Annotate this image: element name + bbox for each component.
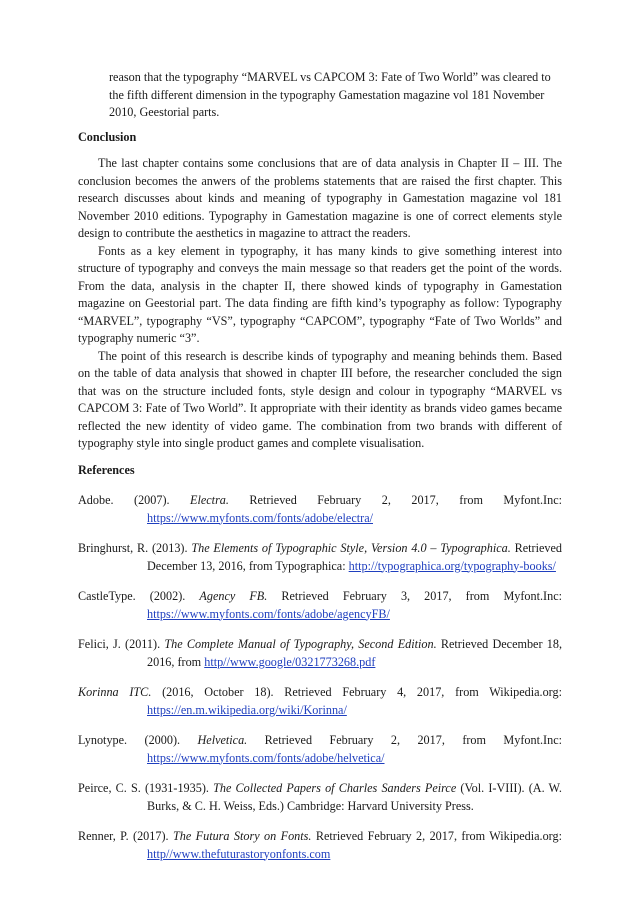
reference-link[interactable]: http://typographica.org/typography-books/ xyxy=(348,558,556,573)
reference-link[interactable]: https://www.myfonts.com/fonts/adobe/agencyFB/ xyxy=(147,606,390,621)
conclusion-paragraph-3: The point of this research is describe kinds of typography and meaning behinds them. Based on the table of data analysis that showed in chapter III before, the researcher concluded the sign that was on the structure included fonts, style design and colour in typography “MARVEL vs CAPCOM 3: Fate of Two World”. It appropriate with their identity as brands video games became reflected the new identity of video game. The combination from two brands with different of typography style into single product games and complete visualisation. xyxy=(78,348,562,450)
reference-entry: Felici, J. (2011). The Complete Manual of Typography, Second Edition. Retrieved December 18, 2016, from http//www.google/0321773268.pdf xyxy=(78,637,562,669)
intro-paragraph: reason that the typography “MARVEL vs CAPCOM 3: Fate of Two World” was cleared to the fifth different dimension in the typography Gamestation magazine vol 181 November 2010, Geestorial parts. xyxy=(109,70,551,119)
conclusion-paragraph-1: The last chapter contains some conclusions that are of data analysis in Chapter II – III. The conclusion becomes the anwers of the problems statements that are raised the first chapter. This research discusses about kinds and meaning of typography in Gamestation magazine vol 181 November 2010 editions. Typography in Gamestation magazine is one of correct elements style design to contribute the aesthetics in magazine to attract the readers. xyxy=(78,156,562,240)
reference-link[interactable]: http//www.google/0321773268.pdf xyxy=(204,654,376,669)
document-page xyxy=(78,69,562,863)
reference-link[interactable]: http//www.thefuturastoryonfonts.com xyxy=(147,846,331,861)
reference-entry: Adobe. (2007). Electra. Retrieved February 2, 2017, from Myfont.Inc: https://www.myfonts.com/fonts/adobe/electra/ xyxy=(78,493,562,525)
reference-link[interactable]: https://en.m.wikipedia.org/wiki/Korinna/ xyxy=(147,702,347,717)
reference-entry: Korinna ITC. (2016, October 18). Retrieved February 4, 2017, from Wikipedia.org: https://en.m.wikipedia.org/wiki/Korinna/ xyxy=(78,685,562,717)
references-heading: References xyxy=(78,462,135,477)
conclusion-heading: Conclusion xyxy=(78,129,137,144)
reference-entry: Bringhurst, R. (2013). The Elements of Typographic Style, Version 4.0 – Typographica. Retrieved December 13, 2016, from Typographica: http://typographica.org/typography-books/ xyxy=(78,541,562,573)
reference-link[interactable]: https://www.myfonts.com/fonts/adobe/helvetica/ xyxy=(147,750,385,765)
reference-entry: Peirce, C. S. (1931-1935). The Collected Papers of Charles Sanders Peirce (Vol. I-VIII). (A. W. Burks, & C. H. Weiss, Eds.) Cambridge: Harvard University Press. xyxy=(78,781,562,813)
reference-entry: Lynotype. (2000). Helvetica. Retrieved February 2, 2017, from Myfont.Inc: https://www.myfonts.com/fonts/adobe/helvetica/ xyxy=(78,733,562,765)
reference-entry: CastleType. (2002). Agency FB. Retrieved February 3, 2017, from Myfont.Inc: https://www.myfonts.com/fonts/adobe/agencyFB/ xyxy=(78,589,563,621)
reference-entry: Renner, P. (2017). The Futura Story on Fonts. Retrieved February 2, 2017, from Wikipedia.org: http//www.thefuturastoryonfonts.com xyxy=(78,829,563,861)
reference-link[interactable]: https://www.myfonts.com/fonts/adobe/electra/ xyxy=(147,510,373,525)
conclusion-paragraph-2: Fonts as a key element in typography, it has many kinds to give something interest into structure of typography and conveys the main message so that readers get the point of the words. From the data, analysis in the chapter II, there showed kinds of typography in Gamestation magazine on Geestorial part. The data finding are fifth kind’s typography as follow: Typography “MARVEL”, typography “VS”, typography “CAPCOM”, typography “Fate of Two Worlds” and typography numeric “3”. xyxy=(78,243,562,345)
